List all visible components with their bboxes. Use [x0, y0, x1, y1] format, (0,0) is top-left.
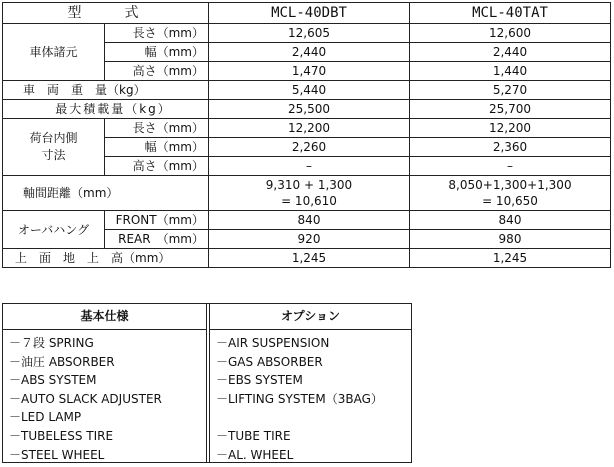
- vehicle-weight-a: 5,440: [209, 81, 410, 100]
- max-payload-b: 25,700: [410, 100, 611, 119]
- overhang-rear-b: 980: [410, 230, 611, 249]
- deck-length-label: 長さ（mm）: [105, 119, 209, 138]
- table-row: [3, 119, 611, 138]
- deck-width-a: 2,260: [209, 138, 410, 157]
- list-item: －GAS ABSORBER: [216, 354, 323, 369]
- deck-group-label: [3, 119, 105, 176]
- deck-width-b: 2,360: [410, 138, 611, 157]
- option-column: [209, 304, 411, 462]
- deck-width-label: 幅（mm）: [105, 138, 209, 157]
- axle-b-line1: 8,050+1,300+1,300: [448, 178, 572, 192]
- list-item: －油圧 ABSORBER: [9, 354, 115, 369]
- axle-b-line2: = 10,650: [482, 194, 538, 208]
- model-type-label: 型 式: [3, 3, 209, 24]
- list-item: －STEEL WHEEL: [9, 447, 105, 462]
- table-row: [3, 100, 611, 119]
- list-item: －TUBELESS TIRE: [9, 428, 114, 443]
- body-height-a: 1,470: [209, 62, 410, 81]
- axle-distance-label: 軸間距離（mm）: [3, 176, 209, 211]
- deck-length-b: 12,200: [410, 119, 611, 138]
- option-title: オプション: [210, 304, 411, 330]
- body-dims-group-label: 車体諸元: [3, 24, 105, 81]
- spec-header-row: [3, 3, 611, 24]
- body-height-label: 高さ（mm）: [105, 62, 209, 81]
- model-b-name: MCL-40TAT: [410, 3, 611, 24]
- table-row: [3, 176, 611, 211]
- body-length-a: 12,605: [209, 24, 410, 43]
- list-item: －EBS SYSTEM: [216, 373, 303, 388]
- list-item: [216, 408, 411, 427]
- option-list: [210, 334, 411, 464]
- max-payload-a: 25,500: [209, 100, 410, 119]
- body-height-b: 1,440: [410, 62, 611, 81]
- axle-a-line2: = 10,610: [281, 194, 337, 208]
- deck-ground-height-b: 1,245: [410, 249, 611, 268]
- body-length-b: 12,600: [410, 24, 611, 43]
- list-item: －７段 SPRING: [9, 336, 94, 350]
- standard-spec-title: 基本仕様: [3, 304, 206, 330]
- list-item: －AL. WHEEL: [216, 447, 294, 462]
- deck-group-line1: 荷台内側: [29, 131, 78, 145]
- axle-a-line1: 9,310 + 1,300: [265, 178, 353, 192]
- body-width-b: 2,440: [410, 43, 611, 62]
- table-row: [3, 249, 611, 268]
- standard-spec-list: [3, 334, 206, 464]
- list-item: －AUTO SLACK ADJUSTER: [9, 391, 162, 406]
- deck-ground-height-label: 上 面 地 上 高（mm）: [3, 249, 209, 268]
- max-payload-label: 最大積載量（kg）: [3, 100, 209, 119]
- deck-height-a: –: [209, 157, 410, 176]
- axle-distance-b: [410, 176, 611, 211]
- list-item: －ABS SYSTEM: [9, 373, 97, 388]
- overhang-front-label: FRONT（mm）: [105, 211, 209, 230]
- standard-spec-column: [3, 304, 207, 462]
- spec-table: [2, 2, 611, 268]
- overhang-rear-label: REAR （mm）: [105, 230, 209, 249]
- list-item: －LED LAMP: [9, 410, 82, 425]
- table-row: [3, 81, 611, 100]
- deck-group-line2: 寸法: [41, 148, 66, 162]
- features-box: [2, 303, 412, 463]
- overhang-front-a: 840: [209, 211, 410, 230]
- deck-height-label: 高さ（mm）: [105, 157, 209, 176]
- deck-ground-height-a: 1,245: [209, 249, 410, 268]
- list-item: －LIFTING SYSTEM（3BAG）: [216, 391, 383, 406]
- table-row: [3, 211, 611, 230]
- overhang-front-b: 840: [410, 211, 611, 230]
- list-item: －AIR SUSPENSION: [216, 336, 330, 350]
- list-item: －TUBE TIRE: [216, 428, 291, 443]
- deck-length-a: 12,200: [209, 119, 410, 138]
- vehicle-weight-b: 5,270: [410, 81, 611, 100]
- deck-height-b: –: [410, 157, 611, 176]
- table-row: [3, 24, 611, 43]
- overhang-rear-a: 920: [209, 230, 410, 249]
- vehicle-weight-label: 車 両 重 量（kg）: [3, 81, 209, 100]
- body-width-label: 幅（mm）: [105, 43, 209, 62]
- axle-distance-a: [209, 176, 410, 211]
- body-width-a: 2,440: [209, 43, 410, 62]
- overhang-group-label: オーバハング: [3, 211, 105, 249]
- body-length-label: 長さ（mm）: [105, 24, 209, 43]
- model-a-name: MCL-40DBT: [209, 3, 410, 24]
